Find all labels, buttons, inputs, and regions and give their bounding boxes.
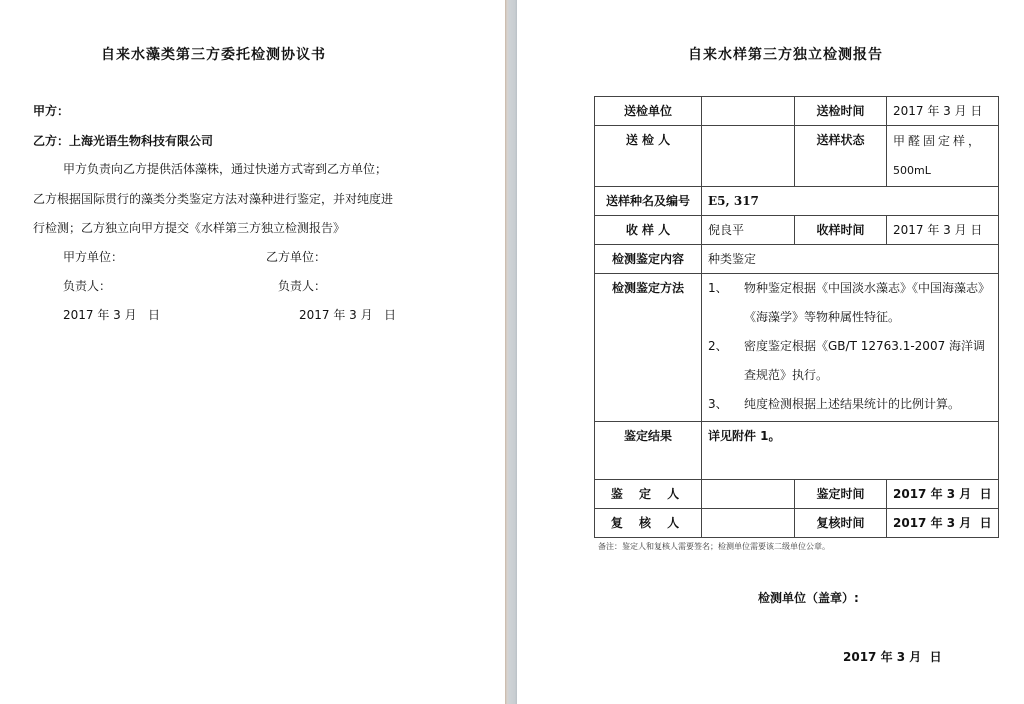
reviewer-value <box>702 509 795 538</box>
receiver-value: 倪良平 <box>702 216 795 245</box>
method-item-number: 2、 <box>708 339 728 353</box>
submit-time-label: 送检时间 <box>795 97 887 126</box>
agreement-paragraph-line-1: 甲方负责向乙方提供活体藻株，通过快递方式寄到乙方单位； <box>63 162 388 176</box>
report-table <box>594 96 999 538</box>
review-time-label: 复核时间 <box>795 509 887 538</box>
table-row-test-content <box>595 245 999 274</box>
result-label: 鉴定结果 <box>595 422 702 480</box>
method-item-number: 3、 <box>708 397 728 411</box>
party-b-date: 2017 年 3 月 日 <box>299 308 397 322</box>
report-title: 自来水样第三方独立检测报告 <box>688 47 883 63</box>
identify-time-label: 鉴定时间 <box>795 480 887 509</box>
party-a-unit-label: 甲方单位： <box>63 250 124 264</box>
left-page-agreement <box>0 0 505 704</box>
table-row-result <box>595 422 999 480</box>
submit-unit-label: 送检单位 <box>595 97 702 126</box>
party-a-person-label: 负责人： <box>63 279 112 293</box>
method-item <box>708 390 992 419</box>
submit-time-value: 2017 年 3 月 日 <box>887 97 999 126</box>
reviewer-label: 复 核 人 <box>595 509 702 538</box>
method-item-text: 密度鉴定根据《GB/T 12763.1-2007 海洋调查规范》执行。 <box>744 339 986 382</box>
receive-time-label: 收样时间 <box>795 216 887 245</box>
submitter-label: 送 检 人 <box>595 126 702 187</box>
stamp-date: 2017 年 3 月 日 <box>843 650 942 664</box>
identifier-value <box>702 480 795 509</box>
page-gutter-divider <box>505 0 517 704</box>
test-content-value: 种类鉴定 <box>702 245 999 274</box>
table-row-identifier <box>595 480 999 509</box>
stamp-label: 检测单位（盖章）: <box>758 591 859 605</box>
table-row-species-id <box>595 187 999 216</box>
agreement-title: 自来水藻类第三方委托检测协议书 <box>101 47 326 63</box>
species-id-value: E5, 317 <box>702 187 999 216</box>
method-item-text: 纯度检测根据上述结果统计的比例计算。 <box>744 397 961 411</box>
report-footnote: 备注：鉴定人和复核人需要签名；检测单位需要该二级单位公章。 <box>598 542 830 551</box>
table-row-submitter <box>595 126 999 187</box>
method-item <box>708 332 992 390</box>
party-b-person-label: 负责人： <box>278 279 327 293</box>
table-row-receiver <box>595 216 999 245</box>
result-value: 详见附件 1。 <box>702 422 999 480</box>
method-item-number: 1、 <box>708 281 728 295</box>
agreement-paragraph-line-2: 乙方根据国际贯行的藻类分类鉴定方法对藻种进行鉴定，并对纯度进 <box>33 192 394 206</box>
test-content-label: 检测鉴定内容 <box>595 245 702 274</box>
identify-time-value: 2017 年 3 月 日 <box>887 480 999 509</box>
party-b-label: 乙方：上海光语生物科技有限公司 <box>33 134 214 148</box>
sample-state-line-2: 500mL <box>893 164 931 177</box>
test-method-list <box>702 274 999 422</box>
sample-state-line-1: 甲醛固定样， <box>893 134 984 148</box>
table-row-submit-unit <box>595 97 999 126</box>
test-method-label: 检测鉴定方法 <box>595 274 702 422</box>
sample-state-label: 送样状态 <box>795 126 887 187</box>
sample-state-value <box>887 126 999 187</box>
review-time-value: 2017 年 3 月 日 <box>887 509 999 538</box>
submitter-value <box>702 126 795 187</box>
table-row-reviewer <box>595 509 999 538</box>
party-a-date: 2017 年 3 月 日 <box>63 308 161 322</box>
party-b-unit-label: 乙方单位： <box>266 250 327 264</box>
table-row-test-method <box>595 274 999 422</box>
receiver-label: 收 样 人 <box>595 216 702 245</box>
party-a-label: 甲方： <box>33 104 70 118</box>
identifier-label: 鉴 定 人 <box>595 480 702 509</box>
submit-unit-value <box>702 97 795 126</box>
receive-time-value: 2017 年 3 月 日 <box>887 216 999 245</box>
species-id-label: 送样种名及编号 <box>595 187 702 216</box>
agreement-paragraph-line-3: 行检测；乙方独立向甲方提交《水样第三方独立检测报告》 <box>33 221 346 235</box>
method-item-text: 物种鉴定根据《中国淡水藻志》《中国海藻志》《海藻学》等物种属性特征。 <box>744 281 991 324</box>
method-item <box>708 274 992 332</box>
